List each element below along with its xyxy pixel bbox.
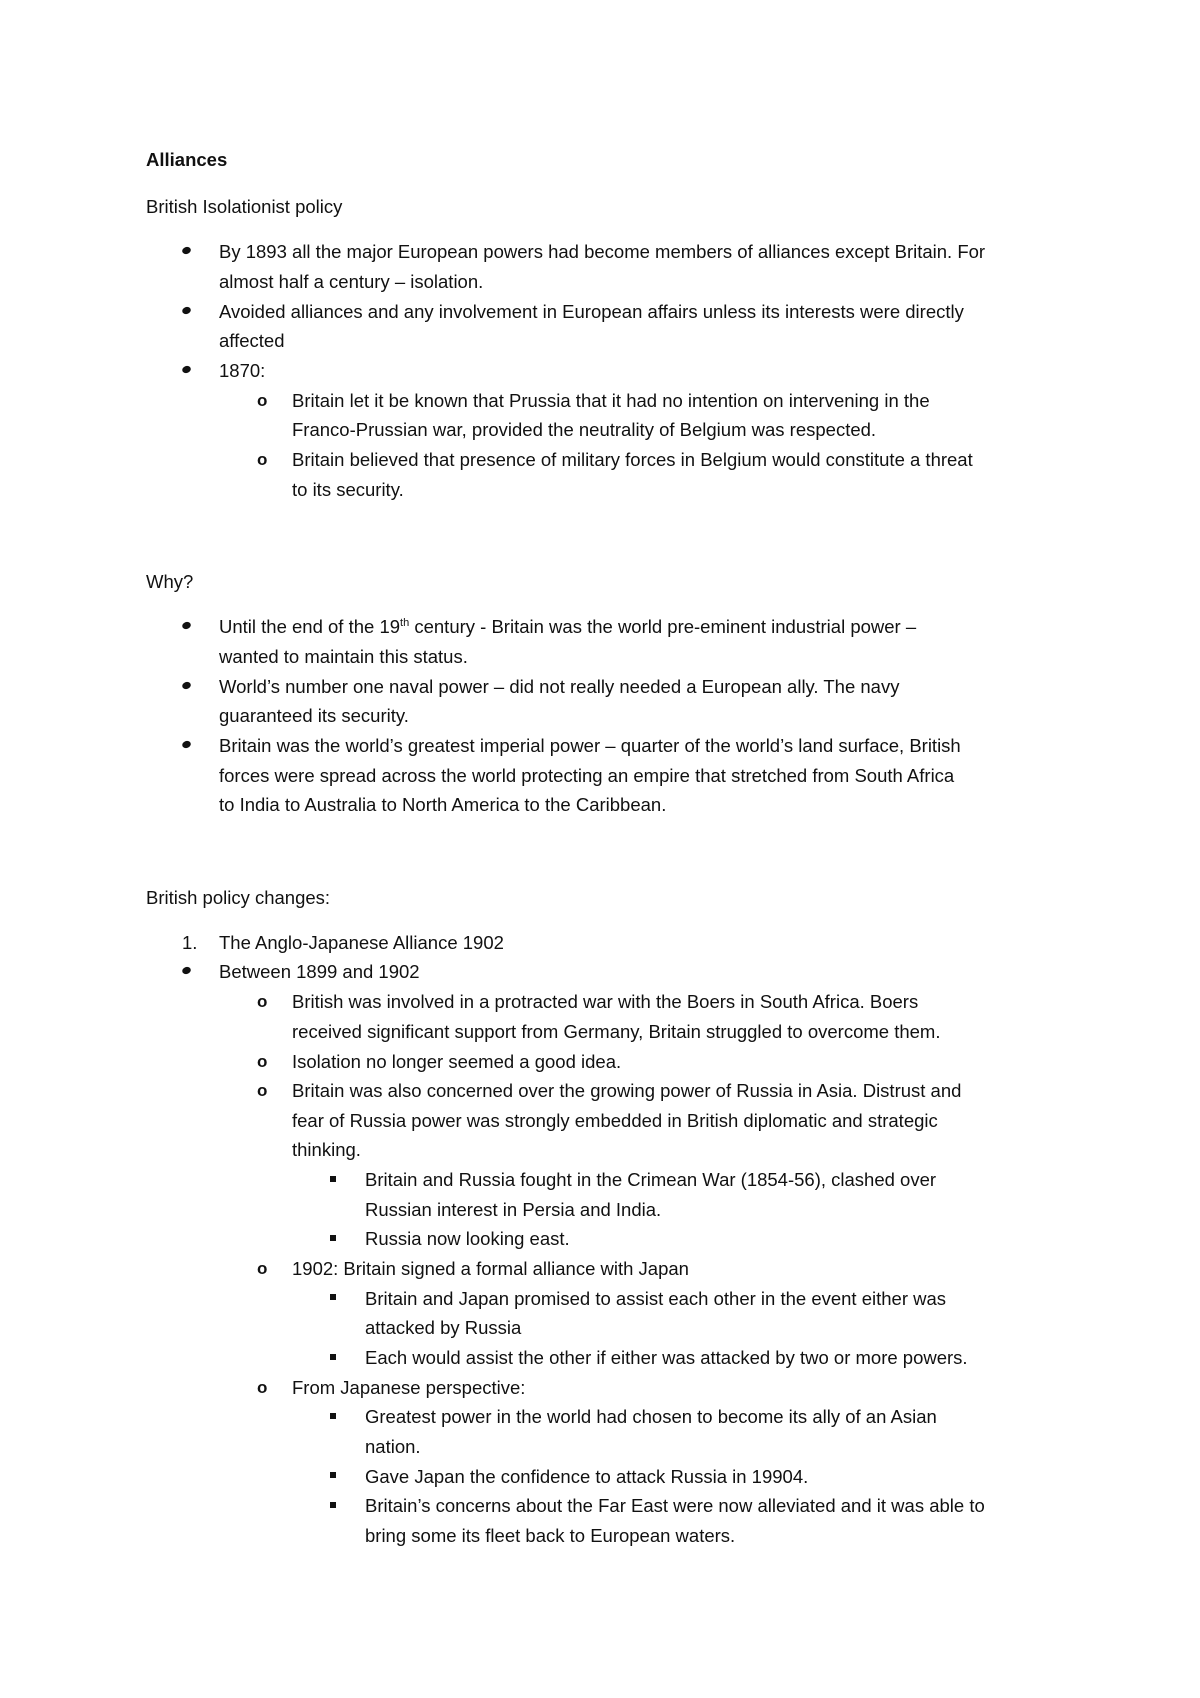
document-title: Alliances (146, 149, 228, 170)
list-item-text: Each would assist the other if either was attacked by two or more powers. (365, 1347, 968, 1368)
list-item-text: Isolation no longer seemed a good idea. (292, 1051, 622, 1072)
bullet-disc-icon (181, 740, 192, 750)
list-item-text: wanted to maintain this status. (219, 646, 468, 667)
list-item-text: forces were spread across the world protecting an empire that stretched from South Africa (219, 765, 955, 786)
bullet-square-icon (330, 1354, 336, 1360)
list-item-text: Russia now looking east. (365, 1228, 570, 1249)
list-item-text: Britain’s concerns about the Far East were now alleviated and it was able to (365, 1495, 985, 1516)
bullet-o-icon: o (257, 1378, 268, 1397)
section-heading-why: Why? (146, 571, 194, 592)
list-item-text: nation. (365, 1436, 421, 1457)
list-item-text: World’s number one naval power – did not really needed a European ally. The navy (219, 676, 900, 697)
list-item-text: By 1893 all the major European powers had become members of alliances except Britain. For (219, 241, 986, 262)
bullet-disc-icon (181, 365, 192, 375)
list-item-text: Britain let it be known that Prussia that it had no intention on intervening in the (292, 390, 930, 411)
list-item-text: attacked by Russia (365, 1317, 522, 1338)
list-item-text: Britain was also concerned over the growing power of Russia in Asia. Distrust and (292, 1080, 962, 1101)
list-item-text: The Anglo-Japanese Alliance 1902 (219, 932, 504, 953)
bullet-disc-icon (181, 681, 192, 691)
list-item-text: received significant support from Germany, Britain struggled to overcome them. (292, 1021, 941, 1042)
list-item-text: 1870: (219, 360, 266, 381)
list-item-text: bring some its fleet back to European waters. (365, 1525, 736, 1546)
list-item-text: From Japanese perspective: (292, 1377, 526, 1398)
list-item-text: to its security. (292, 479, 404, 500)
bullet-disc-icon (181, 621, 192, 631)
list-item-text: Britain was the world’s greatest imperial power – quarter of the world’s land surface, British (219, 735, 961, 756)
bullet-o-icon: o (257, 1081, 268, 1100)
list-item-text: to India to Australia to North America to the Caribbean. (219, 794, 667, 815)
list-item-text: thinking. (292, 1139, 361, 1160)
list-item-text: fear of Russia power was strongly embedded in British diplomatic and strategic (292, 1110, 938, 1131)
list-number: 1. (182, 932, 198, 953)
list-item-text: Russian interest in Persia and India. (365, 1199, 662, 1220)
bullet-o-icon: o (257, 992, 268, 1011)
list-item-text: Between 1899 and 1902 (219, 961, 420, 982)
list-item-text: Until the end of the 19th century - Britain was the world pre-eminent industrial power – (219, 616, 917, 637)
list-item-text: Franco-Prussian war, provided the neutrality of Belgium was respected. (292, 419, 877, 440)
bullet-o-icon: o (257, 391, 268, 410)
bullet-disc-icon (181, 966, 192, 976)
bullet-o-icon: o (257, 1052, 268, 1071)
list-item-text: 1902: Britain signed a formal alliance with Japan (292, 1258, 689, 1279)
bullet-disc-icon (181, 246, 192, 256)
list-item-text: guaranteed its security. (219, 705, 409, 726)
list-item-text: Britain and Japan promised to assist each other in the event either was (365, 1288, 947, 1309)
bullet-square-icon (330, 1235, 336, 1241)
bullet-square-icon (330, 1176, 336, 1182)
list-item-text: Britain believed that presence of military forces in Belgium would constitute a threat (292, 449, 973, 470)
bullet-o-icon: o (257, 450, 268, 469)
list-item-text: Avoided alliances and any involvement in European affairs unless its interests were directly (219, 301, 964, 322)
list-item-text: British was involved in a protracted war with the Boers in South Africa. Boers (292, 991, 919, 1012)
bullet-square-icon (330, 1502, 336, 1508)
list-item-text: Greatest power in the world had chosen to become its ally of an Asian (365, 1406, 937, 1427)
bullet-o-icon: o (257, 1259, 268, 1278)
bullet-square-icon (330, 1294, 336, 1300)
bullet-square-icon (330, 1413, 336, 1419)
list-item-text: affected (219, 330, 285, 351)
list-item-text: almost half a century – isolation. (219, 271, 484, 292)
section-heading-changes: British policy changes: (146, 887, 331, 908)
list-item-text: Gave Japan the confidence to attack Russia in 19904. (365, 1466, 809, 1487)
list-item-text: Britain and Russia fought in the Crimean War (1854-56), clashed over (365, 1169, 937, 1190)
section-heading-isolation: British Isolationist policy (146, 196, 343, 217)
bullet-disc-icon (181, 306, 192, 316)
bullet-square-icon (330, 1472, 336, 1478)
